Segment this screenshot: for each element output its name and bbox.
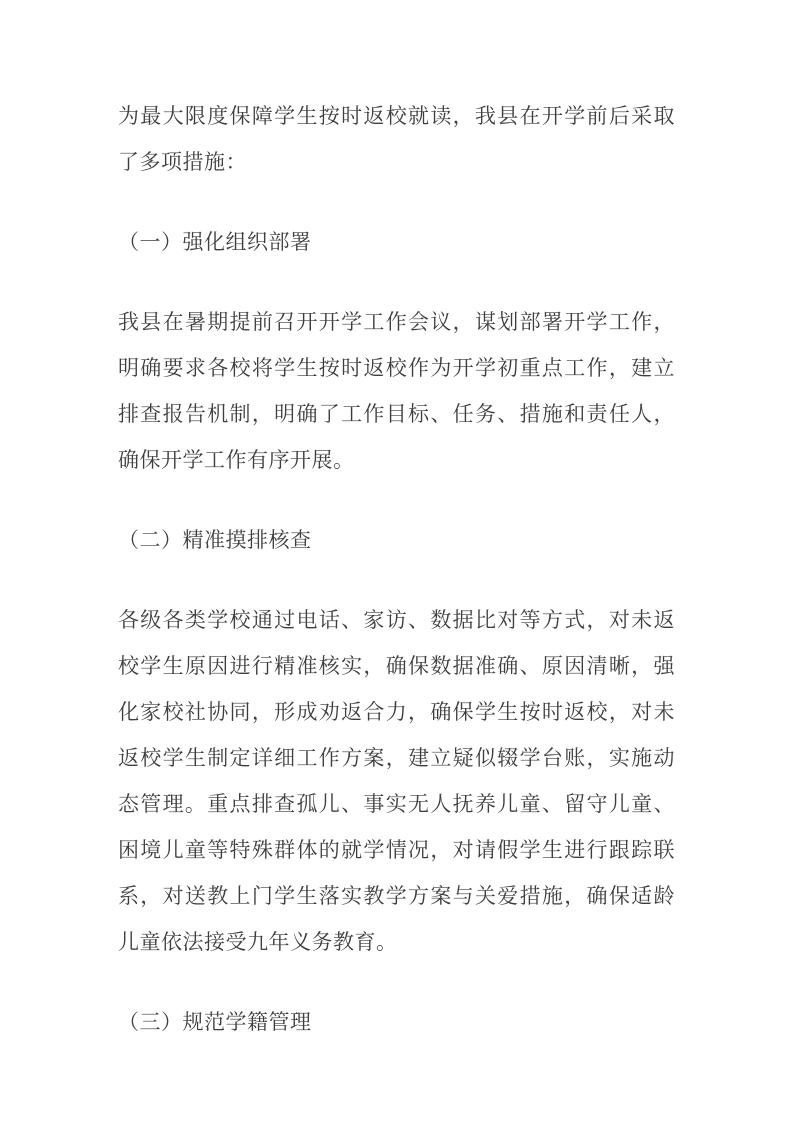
- section-1-paragraph: 我县在暑期提前召开开学工作会议，谋划部署开学工作，明确要求各校将学生按时返校作为开学初重点工作，建立排查报告机制，明确了工作目标、任务、措施和责任人，确保开学工作有序开展。: [118, 310, 675, 472]
- section-heading-1: （一）强化组织部署: [118, 230, 312, 254]
- section-heading-2: （二）精准摸排核查: [118, 528, 312, 552]
- intro-paragraph: 为最大限度保障学生按时返校就读，我县在开学前后采取了多项措施：: [118, 104, 675, 174]
- section-2-paragraph: 各级各类学校通过电话、家访、数据比对等方式，对未返校学生原因进行精准核实，确保数据准确、原因清晰，强化家校社协同，形成劝返合力，确保学生按时返校，对未返校学生制定详细工作方案，建立疑似辍学台账，实施动态管理。重点排查孤儿、事实无人抚养儿童、留守儿童、困境儿童等特殊群体的就学情况，对请假学生进行跟踪联系，对送教上门学生落实教学方案与关爱措施，确保适龄儿童依法接受九年义务教育。: [118, 608, 675, 954]
- section-heading-3: （三）规范学籍管理: [118, 1010, 312, 1034]
